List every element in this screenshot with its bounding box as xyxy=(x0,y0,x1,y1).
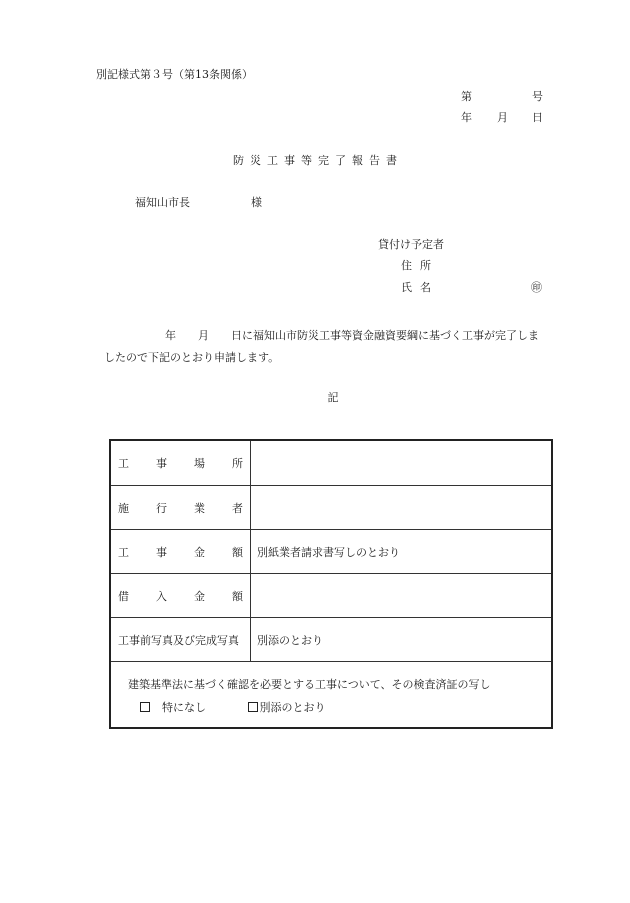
table-row xyxy=(111,441,551,486)
label-char: 借 xyxy=(118,589,129,603)
date-year: 年 xyxy=(461,111,472,124)
address-label: 住所 xyxy=(401,259,439,272)
option-attached[interactable] xyxy=(248,699,326,715)
construction-amount-value: 別紙業者請求書写しのとおり xyxy=(257,545,400,559)
label-char: 行 xyxy=(156,501,167,515)
table-row xyxy=(111,618,551,662)
label-char: 施 xyxy=(118,501,129,515)
row-label xyxy=(111,618,251,661)
seal-mark: ㊞ xyxy=(531,281,542,294)
date-day: 日 xyxy=(532,111,543,124)
label-char: 金 xyxy=(194,589,205,603)
table-row xyxy=(111,530,551,574)
label-char: 工 xyxy=(118,457,129,470)
addressee-honorific: 様 xyxy=(251,196,262,209)
body-paragraph xyxy=(104,325,570,369)
label-char: 入 xyxy=(156,589,167,603)
row-label xyxy=(111,486,251,529)
option-attached-label: 別添のとおり xyxy=(259,701,326,714)
form-reference: 別記様式第３号（第13条関係） xyxy=(96,68,253,81)
body-line-1: 年 月 日に福知山市防災工事等資金融資要綱に基づく工事が完了しま xyxy=(110,329,539,342)
table-row xyxy=(111,486,551,530)
photos-label: 工事前写真及び完成写真 xyxy=(118,633,239,647)
body-line-2: したので下記のとおり申請します。 xyxy=(104,351,280,364)
checkbox-icon[interactable] xyxy=(248,702,258,712)
label-char: 工 xyxy=(118,545,129,559)
applicant-label: 貸付け予定者 xyxy=(378,238,444,251)
row-label xyxy=(111,530,251,573)
label-char: 業 xyxy=(194,501,205,515)
date-month: 月 xyxy=(497,111,508,124)
label-char: 場 xyxy=(194,457,205,470)
option-none[interactable] xyxy=(140,699,206,715)
row-label xyxy=(111,574,251,617)
option-none-label: 特になし xyxy=(162,701,206,714)
row-label xyxy=(111,441,251,485)
name-label: 氏名 xyxy=(401,281,439,294)
label-char: 者 xyxy=(232,501,243,515)
label-char: 所 xyxy=(232,457,243,470)
photos-value: 別添のとおり xyxy=(257,633,323,647)
confirmation-options xyxy=(140,699,326,715)
ki-heading: 記 xyxy=(327,391,339,404)
report-table xyxy=(109,439,553,729)
label-char: 事 xyxy=(156,545,167,559)
table-row xyxy=(111,574,551,618)
number-suffix: 号 xyxy=(532,90,543,103)
confirmation-text: 建築基準法に基づく確認を必要とする工事について、その検査済証の写し xyxy=(128,678,491,691)
number-prefix: 第 xyxy=(461,90,472,103)
confirmation-row xyxy=(111,662,551,727)
label-char: 額 xyxy=(232,589,243,603)
label-char: 事 xyxy=(156,457,167,470)
label-char: 額 xyxy=(232,545,243,559)
label-char: 金 xyxy=(194,545,205,559)
checkbox-icon[interactable] xyxy=(140,702,150,712)
addressee: 福知山市長 xyxy=(135,196,190,209)
document-title: 防災工事等完了報告書 xyxy=(233,154,403,167)
